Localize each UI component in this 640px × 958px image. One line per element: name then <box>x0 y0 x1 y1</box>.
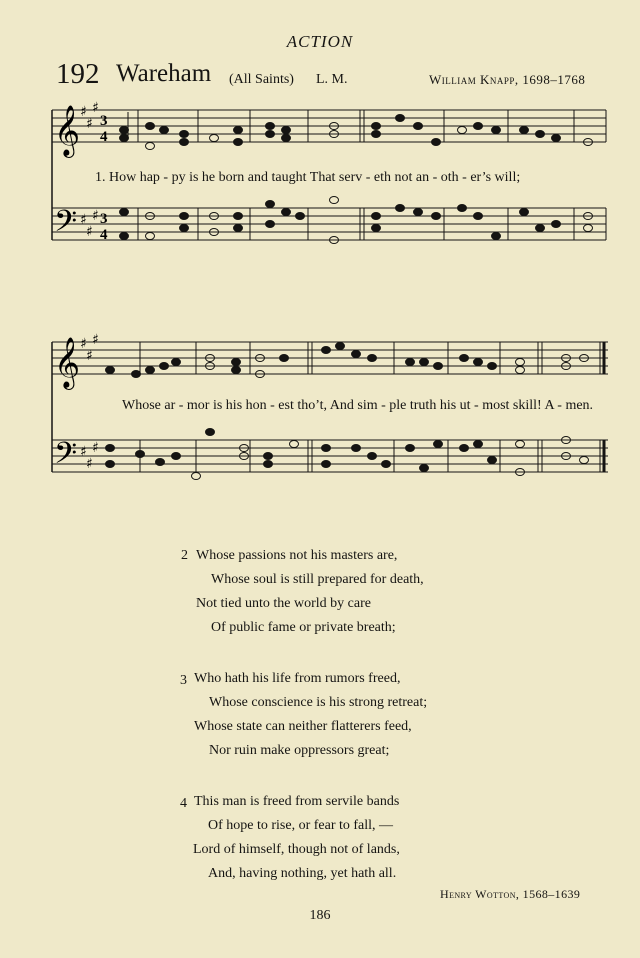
page-number: 186 <box>309 908 331 923</box>
treble-clef-icon: 𝄞 <box>54 337 81 388</box>
svg-text:4: 4 <box>100 227 108 243</box>
stanza-line: Whose soul is still prepared for death, <box>211 572 424 587</box>
svg-text:♯: ♯ <box>92 100 99 116</box>
svg-text:♯: ♯ <box>86 456 93 472</box>
svg-text:3: 3 <box>100 113 108 129</box>
svg-text:♯: ♯ <box>80 336 87 352</box>
svg-text:♯: ♯ <box>92 440 99 456</box>
author-credit: Henry Wotton, 1568–1639 <box>440 887 581 901</box>
stanza-line: Whose conscience is his strong retreat; <box>209 695 428 710</box>
composer-credit: William Knapp, 1698–1768 <box>429 72 586 87</box>
treble-clef-icon: 𝄞 <box>54 105 81 156</box>
svg-text:♯: ♯ <box>86 348 93 364</box>
stanza-line: Whose state can neither flatterers feed, <box>194 719 412 734</box>
meter: L. M. <box>316 72 348 87</box>
stanza-line: And, having nothing, yet hath all. <box>208 866 397 881</box>
svg-text:3: 3 <box>100 211 108 227</box>
bass-clef-icon: 𝄢 <box>54 437 78 478</box>
tune-alternate-name: (All Saints) <box>229 72 294 87</box>
stanza-line: Of hope to rise, or fear to fall, — <box>208 818 394 833</box>
stanza-line: Not tied unto the world by care <box>196 596 371 611</box>
section-title: ACTION <box>286 32 354 51</box>
stanza-line: Whose passions not his masters are, <box>196 548 398 563</box>
svg-text:♯: ♯ <box>80 212 87 228</box>
stanza-number: 4 <box>180 796 187 811</box>
hymn-number: 192 <box>56 58 100 90</box>
svg-text:♯: ♯ <box>80 444 87 460</box>
key-signature-sharps <box>80 332 99 472</box>
stanza-line: Of public fame or private breath; <box>211 620 396 635</box>
svg-text:♯: ♯ <box>92 208 99 224</box>
lyric-line-2: Whose ar - mor is his hon - est tho’t, And sim - ple truth his ut - most skill! A - men. <box>122 398 594 413</box>
tune-name: Wareham <box>116 60 212 87</box>
svg-text:♯: ♯ <box>92 332 99 348</box>
svg-text:♯: ♯ <box>86 116 93 132</box>
lyric-line-1: 1. How hap - py is he born and taught That serv - eth not an - oth - er’s will; <box>95 170 521 185</box>
stanza-number: 2 <box>181 548 188 563</box>
stanza-line: Who hath his life from rumors freed, <box>194 671 401 686</box>
stanza-line: Lord of himself, though not of lands, <box>193 842 400 857</box>
svg-text:4: 4 <box>100 129 108 145</box>
stanza-line: Nor ruin make oppressors great; <box>209 743 390 758</box>
stanza-number: 3 <box>180 673 187 688</box>
stanza-line: This man is freed from servile bands <box>194 794 400 809</box>
svg-text:♯: ♯ <box>86 224 93 240</box>
bass-clef-icon: 𝄢 <box>54 205 78 246</box>
svg-text:♯: ♯ <box>80 104 87 120</box>
